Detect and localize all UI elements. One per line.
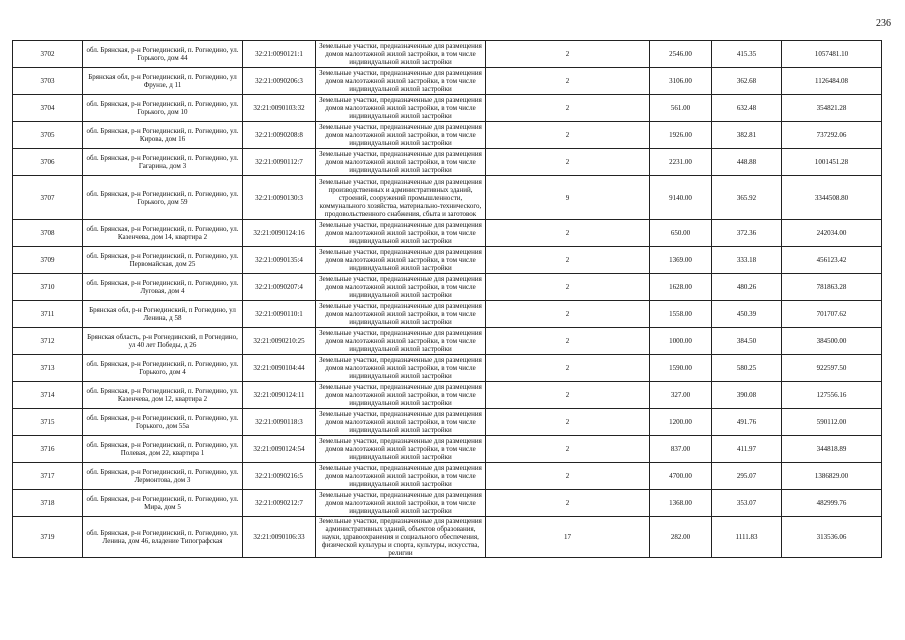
table-row (13, 517, 882, 558)
area-cell: 1628.00 (650, 274, 712, 301)
row-number: 3718 (13, 490, 83, 517)
use-group-cell: 2 (486, 436, 650, 463)
land-use-cell: Земельные участки, предназначенные для размещения домов малоэтажной жилой застройки, в том числе индивидуальной жилой застройки (316, 122, 486, 149)
land-use-cell: Земельные участки, предназначенные для размещения домов малоэтажной жилой застройки, в том числе индивидуальной жилой застройки (316, 436, 486, 463)
cadastral-value-cell: 922597.50 (782, 355, 882, 382)
specific-value-cell: 372.36 (712, 220, 782, 247)
area-cell: 1200.00 (650, 409, 712, 436)
row-number: 3714 (13, 382, 83, 409)
specific-value-cell: 362.68 (712, 68, 782, 95)
row-number: 3711 (13, 301, 83, 328)
page-number: 236 (876, 18, 891, 29)
row-number: 3717 (13, 463, 83, 490)
table-row (13, 463, 882, 490)
cadastral-number-cell: 32:21:0090124:16 (243, 220, 316, 247)
row-number: 3707 (13, 176, 83, 220)
land-use-cell: Земельные участки, предназначенные для размещения домов малоэтажной жилой застройки, в том числе индивидуальной жилой застройки (316, 490, 486, 517)
table-row (13, 382, 882, 409)
address-cell: обл. Брянская, р-н Рогнединский, п. Рогнедино, ул. Горького, дом 44 (83, 41, 243, 68)
cadastral-number-cell: 32:21:0090118:3 (243, 409, 316, 436)
specific-value-cell: 491.76 (712, 409, 782, 436)
row-number: 3703 (13, 68, 83, 95)
address-cell: обл. Брянская, р-н Рогнединский, п. Рогнедино, ул. Горького, дом 4 (83, 355, 243, 382)
table-row (13, 247, 882, 274)
cadastral-value-cell: 354821.28 (782, 95, 882, 122)
row-number: 3708 (13, 220, 83, 247)
area-cell: 1926.00 (650, 122, 712, 149)
use-group-cell: 2 (486, 274, 650, 301)
table-row (13, 274, 882, 301)
address-cell: обл. Брянская, р-н Рогнединский, п. Рогнедино, ул. Горького, дом 55а (83, 409, 243, 436)
land-use-cell: Земельные участки, предназначенные для размещения домов малоэтажной жилой застройки, в том числе индивидуальной жилой застройки (316, 382, 486, 409)
use-group-cell: 2 (486, 382, 650, 409)
address-cell: обл. Брянская, р-н Рогнединский, п. Рогнедино, ул. Кирова, дом 16 (83, 122, 243, 149)
use-group-cell: 2 (486, 463, 650, 490)
cadastral-value-cell: 701707.62 (782, 301, 882, 328)
specific-value-cell: 384.50 (712, 328, 782, 355)
land-use-cell: Земельные участки, предназначенные для размещения производственных и административных зданий, строений, сооружений промышленности, коммунального хозяйства, материально-технического, продовольственного снабжения, сбыта и заготовок (316, 176, 486, 220)
cadastral-number-cell: 32:21:0090130:3 (243, 176, 316, 220)
cadastral-number-cell: 32:21:0090112:7 (243, 149, 316, 176)
area-cell: 1368.00 (650, 490, 712, 517)
area-cell: 9140.00 (650, 176, 712, 220)
cadastral-value-cell: 781863.28 (782, 274, 882, 301)
cadastral-value-cell: 3344508.80 (782, 176, 882, 220)
use-group-cell: 2 (486, 355, 650, 382)
land-use-cell: Земельные участки, предназначенные для размещения домов малоэтажной жилой застройки, в том числе индивидуальной жилой застройки (316, 274, 486, 301)
area-cell: 837.00 (650, 436, 712, 463)
cadastral-value-cell: 1126484.08 (782, 68, 882, 95)
cadastral-value-cell: 1001451.28 (782, 149, 882, 176)
cadastral-number-cell: 32:21:0090106:33 (243, 517, 316, 558)
area-cell: 327.00 (650, 382, 712, 409)
use-group-cell: 2 (486, 95, 650, 122)
use-group-cell: 17 (486, 517, 650, 558)
land-registry-table (12, 40, 882, 558)
land-use-cell: Земельные участки, предназначенные для размещения административных зданий, объектов образования, науки, здравоохранения и социального обеспечения, физической культуры и спорта, культуры, искусства, религии (316, 517, 486, 558)
specific-value-cell: 353.07 (712, 490, 782, 517)
address-cell: обл. Брянская, р-н Рогнединский, п. Рогнедино, ул. Мира, дом 5 (83, 490, 243, 517)
land-use-cell: Земельные участки, предназначенные для размещения домов малоэтажной жилой застройки, в том числе индивидуальной жилой застройки (316, 355, 486, 382)
land-use-cell: Земельные участки, предназначенные для размещения домов малоэтажной жилой застройки, в том числе индивидуальной жилой застройки (316, 220, 486, 247)
specific-value-cell: 365.92 (712, 176, 782, 220)
specific-value-cell: 382.81 (712, 122, 782, 149)
use-group-cell: 2 (486, 149, 650, 176)
address-cell: обл. Брянская, р-н Рогнединский, п. Рогнедино, ул. Горького, дом 59 (83, 176, 243, 220)
address-cell: обл. Брянская, р-н Рогнединский, п. Рогнедино, ул. Ленина, дом 46, владение Типографская (83, 517, 243, 558)
land-use-cell: Земельные участки, предназначенные для размещения домов малоэтажной жилой застройки, в том числе индивидуальной жилой застройки (316, 95, 486, 122)
row-number: 3712 (13, 328, 83, 355)
cadastral-number-cell: 32:21:0090124:54 (243, 436, 316, 463)
cadastral-value-cell: 482999.76 (782, 490, 882, 517)
cadastral-number-cell: 32:21:0090135:4 (243, 247, 316, 274)
land-use-cell: Земельные участки, предназначенные для размещения домов малоэтажной жилой застройки, в том числе индивидуальной жилой застройки (316, 301, 486, 328)
area-cell: 1590.00 (650, 355, 712, 382)
address-cell: обл. Брянская, р-н Рогнединский, п. Рогнедино, ул. Полевая, дом 22, квартира 1 (83, 436, 243, 463)
address-cell: Брянская обл, р-н Рогнединский, п. Рогнедино, ул Фрунзе, д 11 (83, 68, 243, 95)
table-row (13, 95, 882, 122)
cadastral-value-cell: 1057481.10 (782, 41, 882, 68)
use-group-cell: 2 (486, 220, 650, 247)
address-cell: обл. Брянская, р-н Рогнединский, п. Рогнедино, ул. Казенчева, дом 14, квартира 2 (83, 220, 243, 247)
specific-value-cell: 333.18 (712, 247, 782, 274)
cadastral-value-cell: 384500.00 (782, 328, 882, 355)
specific-value-cell: 448.88 (712, 149, 782, 176)
cadastral-value-cell: 313536.06 (782, 517, 882, 558)
table-row (13, 41, 882, 68)
use-group-cell: 2 (486, 301, 650, 328)
use-group-cell: 2 (486, 122, 650, 149)
cadastral-number-cell: 32:21:0090104:44 (243, 355, 316, 382)
land-use-cell: Земельные участки, предназначенные для размещения домов малоэтажной жилой застройки, в том числе индивидуальной жилой застройки (316, 247, 486, 274)
specific-value-cell: 390.08 (712, 382, 782, 409)
area-cell: 650.00 (650, 220, 712, 247)
cadastral-number-cell: 32:21:0090121:1 (243, 41, 316, 68)
area-cell: 3106.00 (650, 68, 712, 95)
land-use-cell: Земельные участки, предназначенные для размещения домов малоэтажной жилой застройки, в том числе индивидуальной жилой застройки (316, 463, 486, 490)
specific-value-cell: 295.07 (712, 463, 782, 490)
cadastral-value-cell: 456123.42 (782, 247, 882, 274)
area-cell: 1000.00 (650, 328, 712, 355)
land-use-cell: Земельные участки, предназначенные для размещения домов малоэтажной жилой застройки, в том числе индивидуальной жилой застройки (316, 68, 486, 95)
cadastral-number-cell: 32:21:0090208:8 (243, 122, 316, 149)
row-number: 3710 (13, 274, 83, 301)
cadastral-number-cell: 32:21:0090103:32 (243, 95, 316, 122)
table-row (13, 490, 882, 517)
land-use-cell: Земельные участки, предназначенные для размещения домов малоэтажной жилой застройки, в том числе индивидуальной жилой застройки (316, 409, 486, 436)
row-number: 3704 (13, 95, 83, 122)
row-number: 3705 (13, 122, 83, 149)
area-cell: 282.00 (650, 517, 712, 558)
table-row (13, 122, 882, 149)
cadastral-value-cell: 344818.89 (782, 436, 882, 463)
area-cell: 1558.00 (650, 301, 712, 328)
cadastral-value-cell: 590112.00 (782, 409, 882, 436)
area-cell: 2546.00 (650, 41, 712, 68)
row-number: 3716 (13, 436, 83, 463)
table-row (13, 436, 882, 463)
row-number: 3702 (13, 41, 83, 68)
specific-value-cell: 580.25 (712, 355, 782, 382)
row-number: 3719 (13, 517, 83, 558)
row-number: 3715 (13, 409, 83, 436)
cadastral-number-cell: 32:21:0090206:3 (243, 68, 316, 95)
specific-value-cell: 415.35 (712, 41, 782, 68)
cadastral-number-cell: 32:21:0090210:25 (243, 328, 316, 355)
table-row (13, 220, 882, 247)
table-row (13, 68, 882, 95)
table-row (13, 301, 882, 328)
specific-value-cell: 480.26 (712, 274, 782, 301)
cadastral-value-cell: 242034.00 (782, 220, 882, 247)
use-group-cell: 9 (486, 176, 650, 220)
specific-value-cell: 1111.83 (712, 517, 782, 558)
land-use-cell: Земельные участки, предназначенные для размещения домов малоэтажной жилой застройки, в том числе индивидуальной жилой застройки (316, 149, 486, 176)
use-group-cell: 2 (486, 490, 650, 517)
address-cell: Брянская обл, р-н Рогнединский, п Рогнедино, ул Ленина, д 58 (83, 301, 243, 328)
cadastral-number-cell: 32:21:0090124:11 (243, 382, 316, 409)
address-cell: Брянская область, р-н Рогнединский, п Рогнедино, ул 40 лет Победы, д 26 (83, 328, 243, 355)
cadastral-number-cell: 32:21:0090212:7 (243, 490, 316, 517)
area-cell: 4700.00 (650, 463, 712, 490)
address-cell: обл. Брянская, р-н Рогнединский, п. Рогнедино, ул. Лермонтова, дом 3 (83, 463, 243, 490)
use-group-cell: 2 (486, 328, 650, 355)
area-cell: 2231.00 (650, 149, 712, 176)
table-row (13, 149, 882, 176)
row-number: 3709 (13, 247, 83, 274)
use-group-cell: 2 (486, 41, 650, 68)
row-number: 3713 (13, 355, 83, 382)
cadastral-value-cell: 1386829.00 (782, 463, 882, 490)
table-body (13, 41, 882, 558)
address-cell: обл. Брянская, р-н Рогнединский, п. Рогнедино, ул. Горького, дом 10 (83, 95, 243, 122)
use-group-cell: 2 (486, 247, 650, 274)
cadastral-number-cell: 32:21:0090207:4 (243, 274, 316, 301)
specific-value-cell: 450.39 (712, 301, 782, 328)
cadastral-number-cell: 32:21:0090216:5 (243, 463, 316, 490)
specific-value-cell: 411.97 (712, 436, 782, 463)
table-row (13, 409, 882, 436)
use-group-cell: 2 (486, 409, 650, 436)
cadastral-number-cell: 32:21:0090110:1 (243, 301, 316, 328)
row-number: 3706 (13, 149, 83, 176)
area-cell: 1369.00 (650, 247, 712, 274)
cadastral-value-cell: 737292.06 (782, 122, 882, 149)
cadastral-value-cell: 127556.16 (782, 382, 882, 409)
address-cell: обл. Брянская, р-н Рогнединский, п. Рогнедино, ул. Казенчева, дом 12, квартира 2 (83, 382, 243, 409)
table-row (13, 328, 882, 355)
address-cell: обл. Брянская, р-н Рогнединский, п. Рогнедино, ул. Луговая, дом 4 (83, 274, 243, 301)
use-group-cell: 2 (486, 68, 650, 95)
address-cell: обл. Брянская, р-н Рогнединский, п. Рогнедино, ул. Первомайская, дом 25 (83, 247, 243, 274)
land-use-cell: Земельные участки, предназначенные для размещения домов малоэтажной жилой застройки, в том числе индивидуальной жилой застройки (316, 328, 486, 355)
specific-value-cell: 632.48 (712, 95, 782, 122)
table-row (13, 355, 882, 382)
address-cell: обл. Брянская, р-н Рогнединский, п. Рогнедино, ул. Гагарина, дом 3 (83, 149, 243, 176)
land-use-cell: Земельные участки, предназначенные для размещения домов малоэтажной жилой застройки, в том числе индивидуальной жилой застройки (316, 41, 486, 68)
area-cell: 561.00 (650, 95, 712, 122)
table-row (13, 176, 882, 220)
